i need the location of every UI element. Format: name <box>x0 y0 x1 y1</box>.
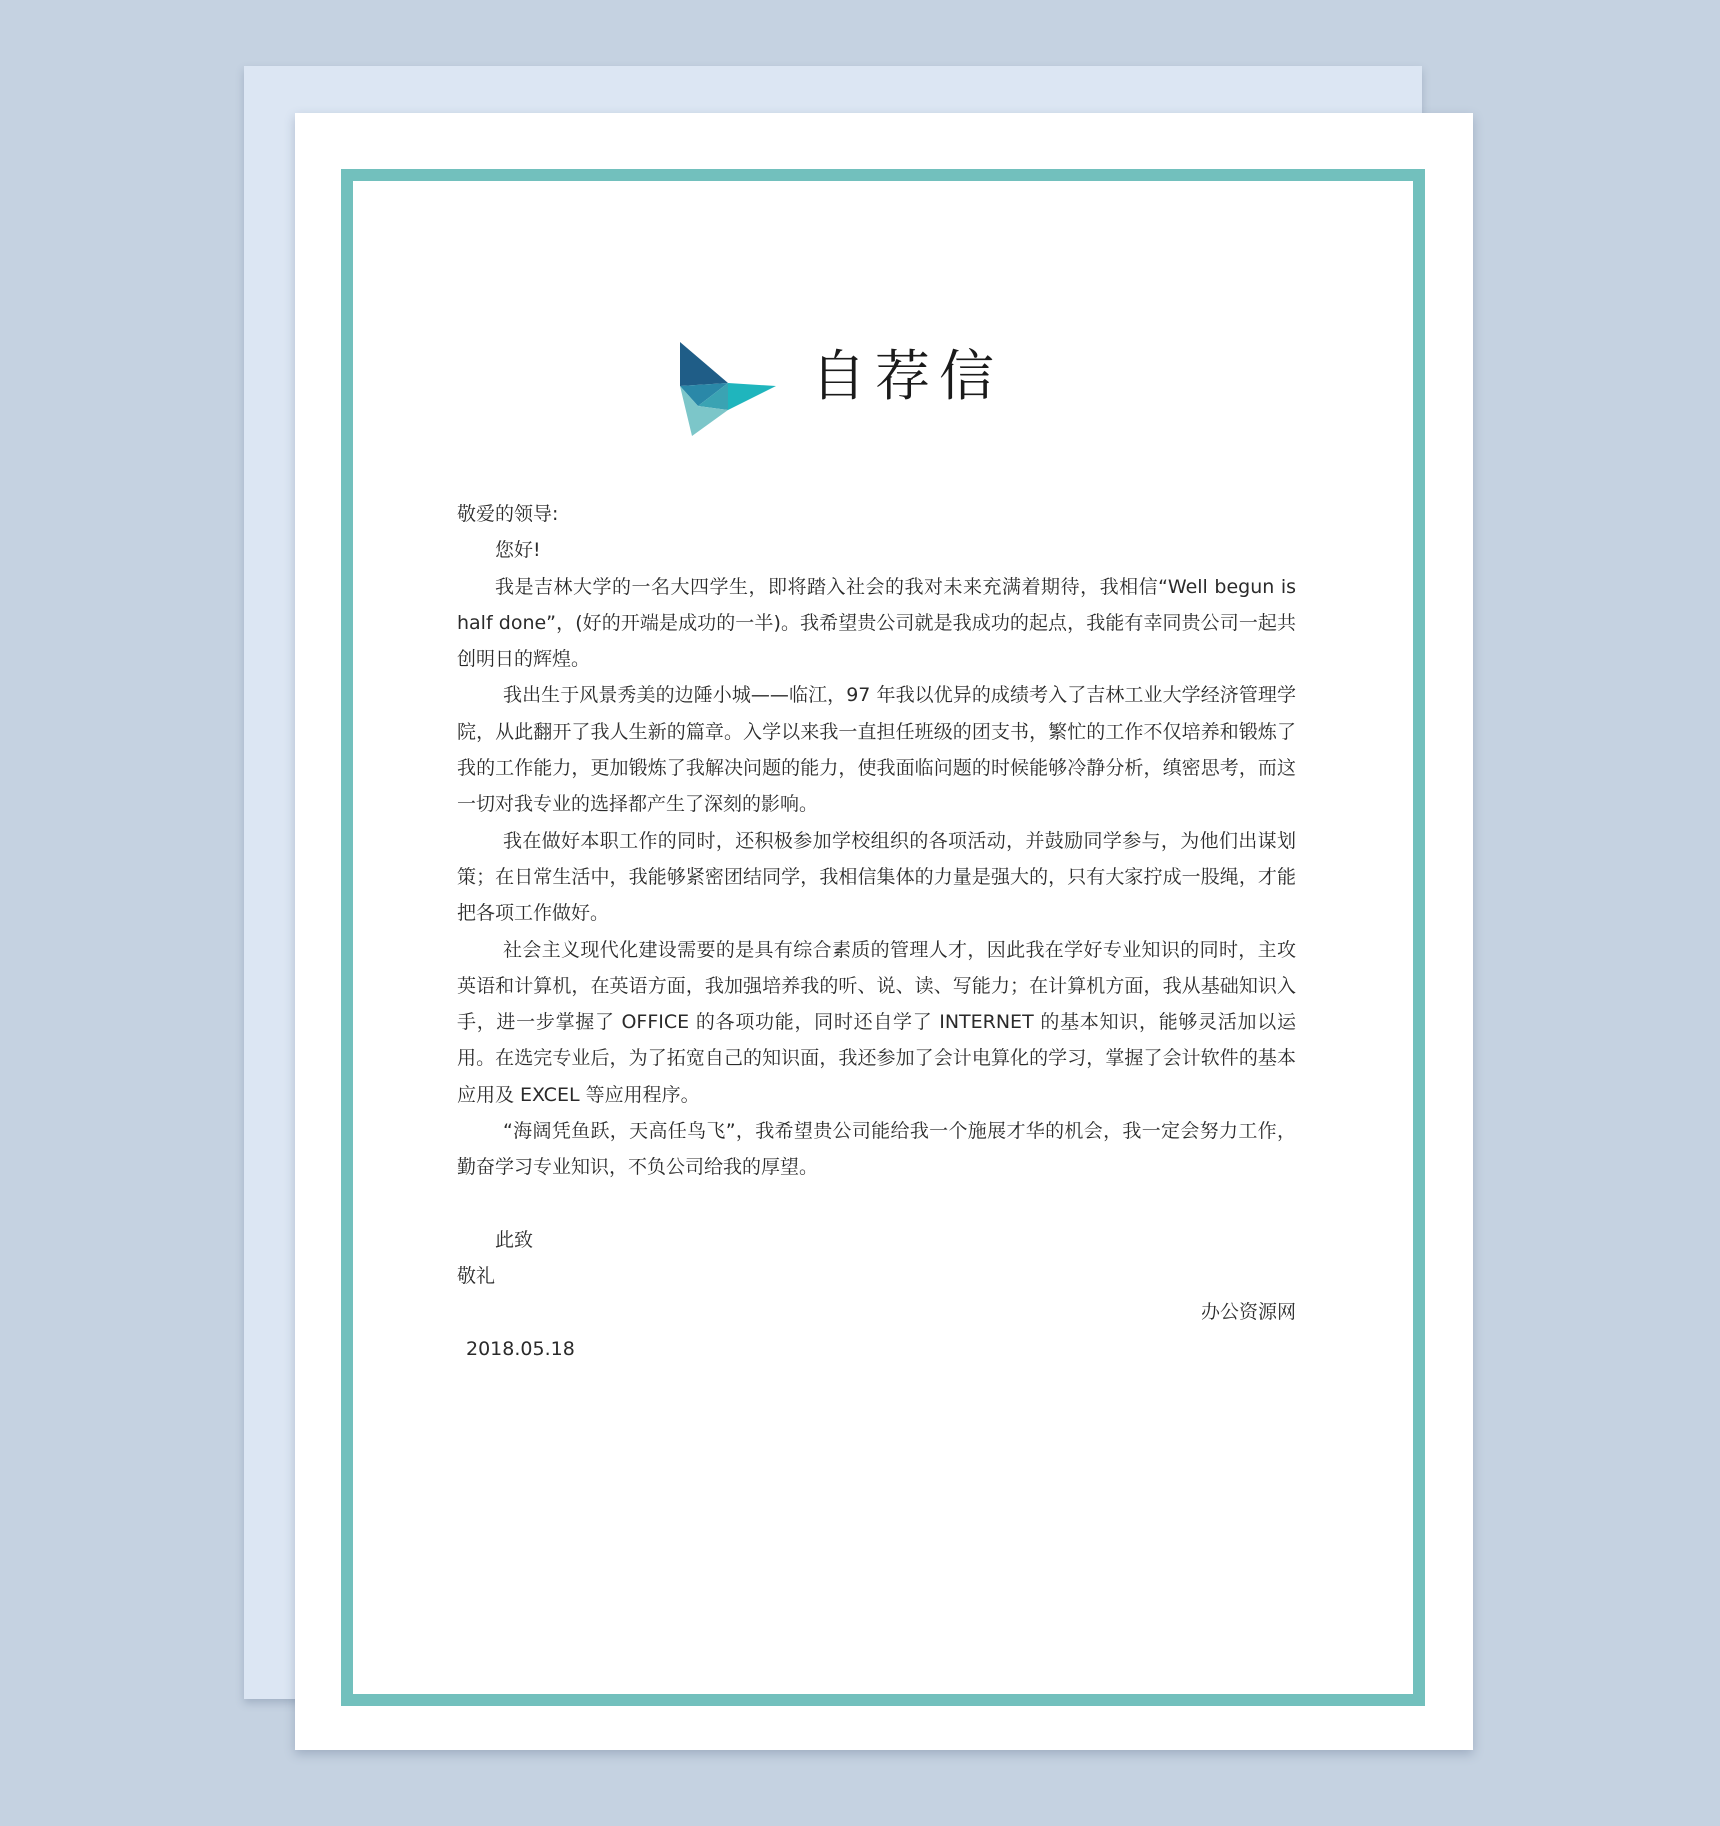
triangle-play-logo-icon <box>678 338 778 438</box>
paragraph-5: “海阔凭鱼跃，天高任鸟飞”，我希望贵公司能给我一个施展才华的机会，我一定会努力工作，勤奋学习专业知识，不负公司给我的厚望。 <box>457 1120 1296 1179</box>
salutation: 敬爱的领导: <box>457 503 559 525</box>
closing-line-1: 此致 <box>495 1228 534 1251</box>
paragraph-2: 我出生于风景秀美的边陲小城——临江，97 年我以优异的成绩考入了吉林工业大学经济管理学院，从此翻开了我人生新的篇章。入学以来我一直担任班级的团支书，繁忙的工作不仅培养和锻炼了我的工作能力，更加锻炼了我解决问题的能力，使我面临问题的时候能够冷静分析，缜密思考，而这一切对我专业的选择都产生了深刻的影响。 <box>457 684 1296 816</box>
page-title: 自荐信 <box>811 344 1004 408</box>
paragraph-1: 我是吉林大学的一名大四学生，即将踏入社会的我对未来充满着期待，我相信“Well begun is half done”，(好的开端是成功的一半)。我希望贵公司就是我成功的起点，我能有幸同贵公司一起共创明日的辉煌。 <box>457 575 1296 671</box>
front-paper-sheet <box>295 113 1473 1750</box>
letter-date: 2018.05.18 <box>466 1337 575 1360</box>
letter-body <box>457 496 1296 1367</box>
paragraph-3: 我在做好本职工作的同时，还积极参加学校组织的各项活动，并鼓励同学参与，为他们出谋划策；在日常生活中，我能够紧密团结同学，我相信集体的力量是强大的，只有大家拧成一股绳，才能把各项工作做好。 <box>457 829 1296 925</box>
closing-spacer <box>457 1186 1296 1222</box>
closing-line-2: 敬礼 <box>457 1264 496 1287</box>
signer: 办公资源网 <box>1200 1301 1296 1324</box>
logo-bright-facet <box>728 383 776 410</box>
letter-frame <box>341 169 1425 1706</box>
paragraph-4: 社会主义现代化建设需要的是具有综合素质的管理人才，因此我在学好专业知识的同时，主攻英语和计算机，在英语方面，我加强培养我的听、说、读、写能力；在计算机方面，我从基础知识入手，进一步掌握了 OFFICE 的各项功能，同时还自学了 INTERNET 的基本知识，能够灵活加以运用。在选完专业后，为了拓宽自己的知识面，我还参加了会计电算化的学习，掌握了会计软件的基本应用及 EXCEL 等应用程序。 <box>457 938 1296 1106</box>
logo-dark-facet <box>680 342 728 386</box>
greeting: 您好! <box>495 539 541 562</box>
